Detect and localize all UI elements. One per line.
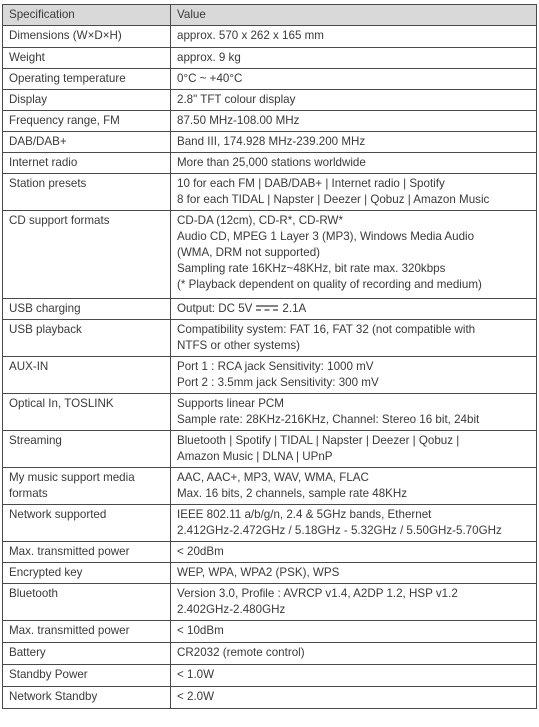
spec-label-cell <box>3 111 171 132</box>
spec-value: NTFS or other systems) <box>177 339 301 352</box>
spec-value: (* Playback dependent on quality of recording and medium) <box>177 278 482 291</box>
spec-label-cell <box>3 26 171 48</box>
spec-value: 2.8" TFT colour display <box>177 93 296 106</box>
spec-label: Bluetooth <box>9 587 58 600</box>
spec-label: Standby Power <box>9 668 88 681</box>
spec-label-cell <box>3 563 171 584</box>
spec-label-cell <box>3 468 171 505</box>
table-row <box>3 211 537 299</box>
spec-label-cell <box>3 394 171 431</box>
spec-label: Display <box>9 93 48 106</box>
spec-value: Version 3.0, Profile : AVRCP v1.4, A2DP 1.2, HSP v1.2 <box>177 587 458 600</box>
spec-label-cell <box>3 643 171 665</box>
spec-value-cell <box>171 665 537 687</box>
spec-value: Supports linear PCM <box>177 397 284 410</box>
table-row <box>3 174 537 211</box>
spec-label: Internet radio <box>9 156 78 169</box>
table-row <box>3 111 537 132</box>
spec-label-cell <box>3 48 171 69</box>
table-row <box>3 69 537 90</box>
table-row <box>3 621 537 643</box>
table-body <box>3 26 537 709</box>
table-row <box>3 90 537 111</box>
spec-value-cell <box>171 584 537 621</box>
spec-value: More than 25,000 stations worldwide <box>177 156 366 169</box>
spec-label: Frequency range, FM <box>9 114 120 127</box>
table-row <box>3 320 537 357</box>
table-row <box>3 394 537 431</box>
spec-value: < 1.0W <box>177 668 215 681</box>
table-row <box>3 584 537 621</box>
spec-label-cell <box>3 357 171 394</box>
spec-label-cell <box>3 174 171 211</box>
table-row <box>3 505 537 542</box>
spec-value: Port 1 : RCA jack Sensitivity: 1000 mV <box>177 360 374 373</box>
spec-label: Network Standby <box>9 690 98 703</box>
spec-label: Operating temperature <box>9 72 126 85</box>
spec-value: 2.402GHz-2.480GHz <box>177 603 286 616</box>
spec-label: Streaming <box>9 434 62 447</box>
spec-label-cell <box>3 90 171 111</box>
spec-label: USB playback <box>9 323 82 336</box>
spec-label-cell <box>3 431 171 468</box>
spec-value-cell <box>171 468 537 505</box>
table-row <box>3 153 537 174</box>
table-row <box>3 665 537 687</box>
spec-label: Dimensions (W×D×H) <box>9 29 122 42</box>
spec-value-cell <box>171 69 537 90</box>
spec-value-cell <box>171 132 537 153</box>
spec-value: Sample rate: 28KHz-216KHz, Channel: Stereo 16 bit, 24bit <box>177 413 480 426</box>
spec-value-cell <box>171 431 537 468</box>
spec-value: < 10dBm <box>177 624 224 637</box>
spec-value: 10 for each FM | DAB/DAB+ | Internet radio | Spotify <box>177 177 445 190</box>
spec-label: Max. transmitted power <box>9 545 130 558</box>
spec-value-cell <box>171 542 537 563</box>
spec-value: CR2032 (remote control) <box>177 646 305 659</box>
spec-value: Audio CD, MPEG 1 Layer 3 (MP3), Windows Media Audio <box>177 230 475 243</box>
spec-value-cell <box>171 174 537 211</box>
spec-label-cell <box>3 584 171 621</box>
spec-value-cell <box>171 153 537 174</box>
table-row <box>3 26 537 48</box>
spec-value-cell <box>171 621 537 643</box>
spec-value: CD-DA (12cm), CD-R*, CD-RW* <box>177 214 343 227</box>
spec-label-cell <box>3 621 171 643</box>
table-row <box>3 299 537 320</box>
header-value: Value <box>171 5 537 26</box>
spec-label-cell <box>3 665 171 687</box>
spec-value-cell <box>171 563 537 584</box>
spec-value: Max. 16 bits, 2 channels, sample rate 48KHz <box>177 487 408 500</box>
spec-value: 2.1A <box>282 302 307 315</box>
spec-value: Amazon Music | DLNA | UPnP <box>177 450 333 463</box>
spec-value: < 2.0W <box>177 690 215 703</box>
spec-label-cell <box>3 299 171 320</box>
spec-label-cell <box>3 153 171 174</box>
spec-value-cell <box>171 505 537 542</box>
spec-value: 8 for each TIDAL | Napster | Deezer | Qobuz | Amazon Music <box>177 193 490 206</box>
spec-label: USB charging <box>9 302 81 315</box>
table-row <box>3 132 537 153</box>
spec-value-cell <box>171 643 537 665</box>
spec-label: DAB/DAB+ <box>9 135 67 148</box>
spec-value: approx. 570 x 262 x 165 mm <box>177 29 324 42</box>
spec-label-cell <box>3 542 171 563</box>
spec-value-cell <box>171 26 537 48</box>
spec-value: IEEE 802.11 a/b/g/n, 2.4 & 5GHz bands, Ethernet <box>177 508 432 521</box>
spec-value: 2.412GHz-2.472GHz / 5.18GHz - 5.32GHz / 5.50GHz-5.70GHz <box>177 524 502 537</box>
spec-value-cell <box>171 687 537 709</box>
table-row <box>3 542 537 563</box>
table-row <box>3 687 537 709</box>
spec-label: AUX-IN <box>9 360 49 373</box>
spec-value: AAC, AAC+, MP3, WAV, WMA, FLAC <box>177 471 369 484</box>
spec-value: WEP, WPA, WPA2 (PSK), WPS <box>177 566 340 579</box>
spec-value-cell <box>171 394 537 431</box>
spec-value: (WMA, DRM not supported) <box>177 246 321 259</box>
table-row <box>3 357 537 394</box>
table-header-row <box>3 5 537 26</box>
spec-value-cell <box>171 211 537 299</box>
spec-label: CD support formats <box>9 214 110 227</box>
spec-label-cell <box>3 505 171 542</box>
spec-value: Band III, 174.928 MHz-239.200 MHz <box>177 135 366 148</box>
spec-value: 87.50 MHz-108.00 MHz <box>177 114 300 127</box>
dc-output-line <box>177 301 530 317</box>
spec-label: Station presets <box>9 177 87 190</box>
table-row <box>3 563 537 584</box>
spec-label: formats <box>9 487 48 500</box>
spec-label: Weight <box>9 51 45 64</box>
spec-value: 0°C ~ +40°C <box>177 72 243 85</box>
table-row <box>3 643 537 665</box>
spec-value-cell <box>171 48 537 69</box>
table-row <box>3 431 537 468</box>
spec-label-cell <box>3 211 171 299</box>
spec-label-cell <box>3 320 171 357</box>
header-specification: Specification <box>3 5 171 26</box>
spec-label-cell <box>3 687 171 709</box>
spec-label-cell <box>3 69 171 90</box>
spec-label: Max. transmitted power <box>9 624 130 637</box>
spec-value: Compatibility system: FAT 16, FAT 32 (not compatible with <box>177 323 476 336</box>
spec-value-cell <box>171 111 537 132</box>
spec-label: Optical In, TOSLINK <box>9 397 114 410</box>
spec-value: Bluetooth | Spotify | TIDAL | Napster | Deezer | Qobuz | <box>177 434 460 447</box>
spec-label-cell <box>3 132 171 153</box>
spec-value: approx. 9 kg <box>177 51 241 64</box>
spec-value: Port 2 : 3.5mm jack Sensitivity: 300 mV <box>177 376 379 389</box>
table-row <box>3 48 537 69</box>
specification-table <box>2 4 537 709</box>
spec-value: Output: DC 5V <box>177 302 253 315</box>
spec-value-cell <box>171 90 537 111</box>
spec-label: My music support media <box>9 471 135 484</box>
spec-value-cell <box>171 299 537 320</box>
spec-value: Sampling rate 16KHz~48KHz, bit rate max. 320kbps <box>177 262 446 275</box>
spec-value: < 20dBm <box>177 545 224 558</box>
direct-current-icon <box>256 305 278 311</box>
spec-value-cell <box>171 357 537 394</box>
table-row <box>3 468 537 505</box>
spec-value-cell <box>171 320 537 357</box>
spec-label: Encrypted key <box>9 566 83 579</box>
spec-label: Battery <box>9 646 46 659</box>
spec-label: Network supported <box>9 508 107 521</box>
